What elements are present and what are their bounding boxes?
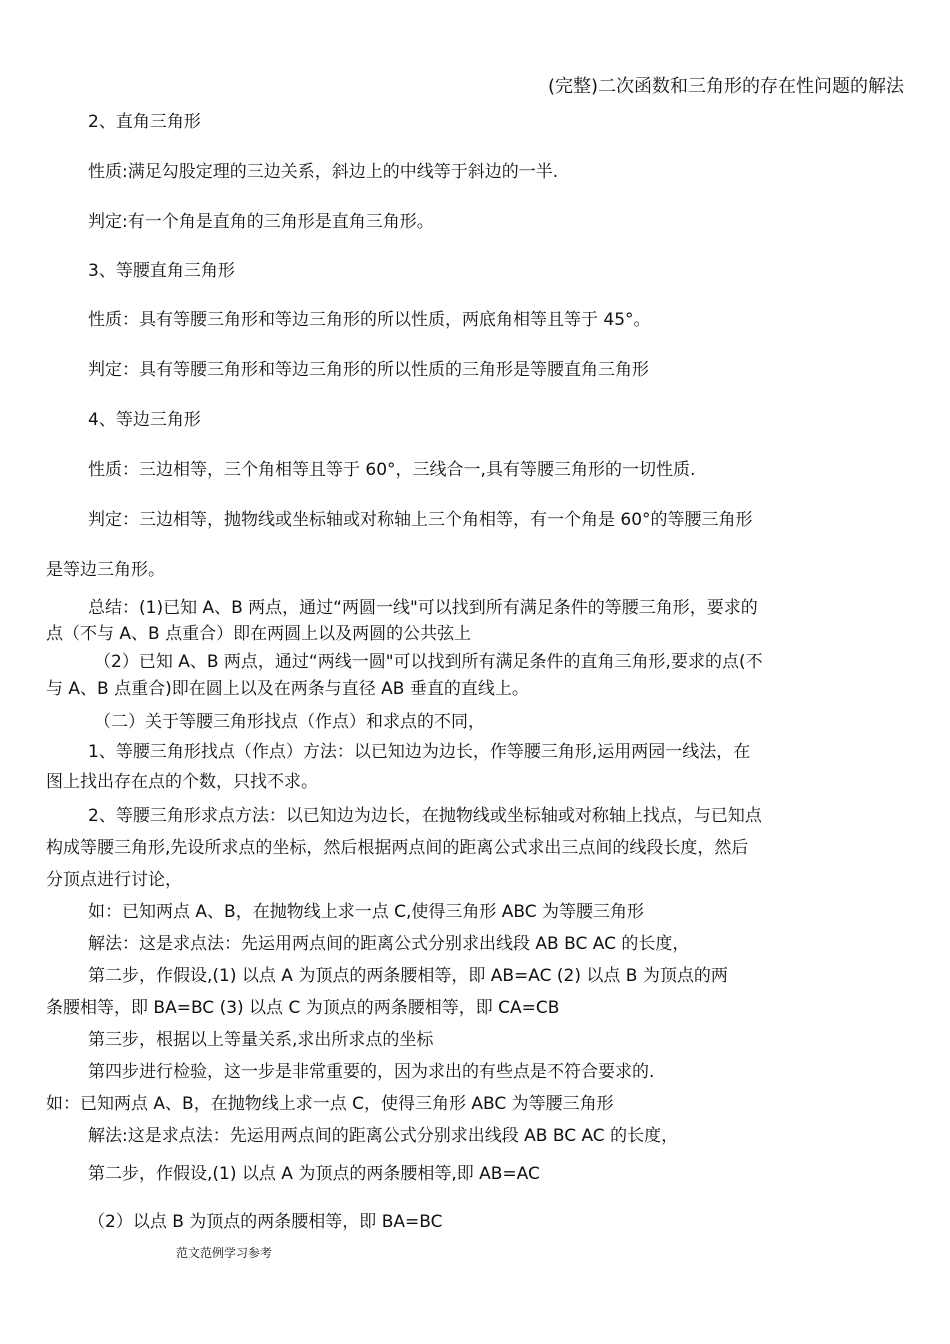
text-line: （二）关于等腰三角形找点（作点）和求点的不同， bbox=[94, 712, 485, 732]
text-line: 第四步进行检验，这一步是非常重要的，因为求出的有些点是不符合要求的. bbox=[88, 1062, 655, 1082]
document-header: (完整)二次函数和三角形的存在性问题的解法 bbox=[547, 76, 904, 97]
text-line: 总结：(1)已知 A、B 两点，通过“两圆一线"可以找到所有满足条件的等腰三角形，要求的 bbox=[88, 598, 758, 618]
text-line: 第三步，根据以上等量关系,求出所求点的坐标 bbox=[88, 1030, 434, 1050]
text-line: 2、等腰三角形求点方法：以已知边为边长，在抛物线或坐标轴或对称轴上找点，与已知点 bbox=[88, 806, 762, 826]
text-line: 判定:有一个角是直角的三角形是直角三角形。 bbox=[88, 212, 434, 232]
text-line: 性质：具有等腰三角形和等边三角形的所以性质，两底角相等且等于 45°。 bbox=[88, 310, 651, 330]
text-line: 构成等腰三角形,先设所求点的坐标，然后根据两点间的距离公式求出三点间的线段长度，然后 bbox=[46, 838, 749, 858]
text-line: 解法：这是求点法：先运用两点间的距离公式分别求出线段 AB BC AC 的长度， bbox=[88, 934, 690, 954]
text-line: 解法:这是求点法：先运用两点间的距离公式分别求出线段 AB BC AC 的长度， bbox=[88, 1126, 679, 1146]
text-line: 图上找出存在点的个数，只找不求。 bbox=[46, 772, 318, 792]
text-line: 点（不与 A、B 点重合）即在两圆上以及两圆的公共弦上 bbox=[46, 624, 472, 644]
text-line: 第二步，作假设,(1) 以点 A 为顶点的两条腰相等，即 AB=AC (2) 以点 B 为顶点的两 bbox=[88, 966, 728, 986]
text-line: 分顶点进行讨论， bbox=[46, 870, 182, 890]
text-line: 如：已知两点 A、B，在抛物线上求一点 C，使得三角形 ABC 为等腰三角形 bbox=[46, 1094, 614, 1114]
document-footer: 范文范例学习参考 bbox=[176, 1246, 273, 1260]
text-line: 3、等腰直角三角形 bbox=[88, 261, 235, 281]
text-line: 如：已知两点 A、B，在抛物线上求一点 C,使得三角形 ABC 为等腰三角形 bbox=[88, 902, 645, 922]
text-line: 性质:满足勾股定理的三边关系，斜边上的中线等于斜边的一半. bbox=[88, 162, 559, 182]
text-line: 1、等腰三角形找点（作点）方法：以已知边为边长，作等腰三角形,运用两园一线法，在 bbox=[88, 742, 751, 762]
text-line: 4、等边三角形 bbox=[88, 410, 201, 430]
text-line: 与 A、B 点重合)即在圆上以及在两条与直径 AB 垂直的直线上。 bbox=[46, 679, 529, 699]
text-line: 判定：三边相等，抛物线或坐标轴或对称轴上三个角相等，有一个角是 60°的等腰三角形 bbox=[88, 510, 753, 530]
text-line: 条腰相等，即 BA=BC (3) 以点 C 为顶点的两条腰相等，即 CA=CB bbox=[46, 998, 560, 1018]
text-line: 判定：具有等腰三角形和等边三角形的所以性质的三角形是等腰直角三角形 bbox=[88, 360, 649, 380]
text-line: 2、直角三角形 bbox=[88, 112, 201, 132]
text-line: （2）以点 B 为顶点的两条腰相等，即 BA=BC bbox=[88, 1212, 443, 1232]
text-line: （2）已知 A、B 两点，通过“两线一圆"可以找到所有满足条件的直角三角形,要求的点(不 bbox=[94, 652, 763, 672]
text-line: 是等边三角形。 bbox=[46, 560, 165, 580]
text-line: 性质：三边相等，三个角相等且等于 60°，三线合一,具有等腰三角形的一切性质. bbox=[88, 460, 696, 480]
text-line: 第二步，作假设,(1) 以点 A 为顶点的两条腰相等,即 AB=AC bbox=[88, 1164, 540, 1184]
